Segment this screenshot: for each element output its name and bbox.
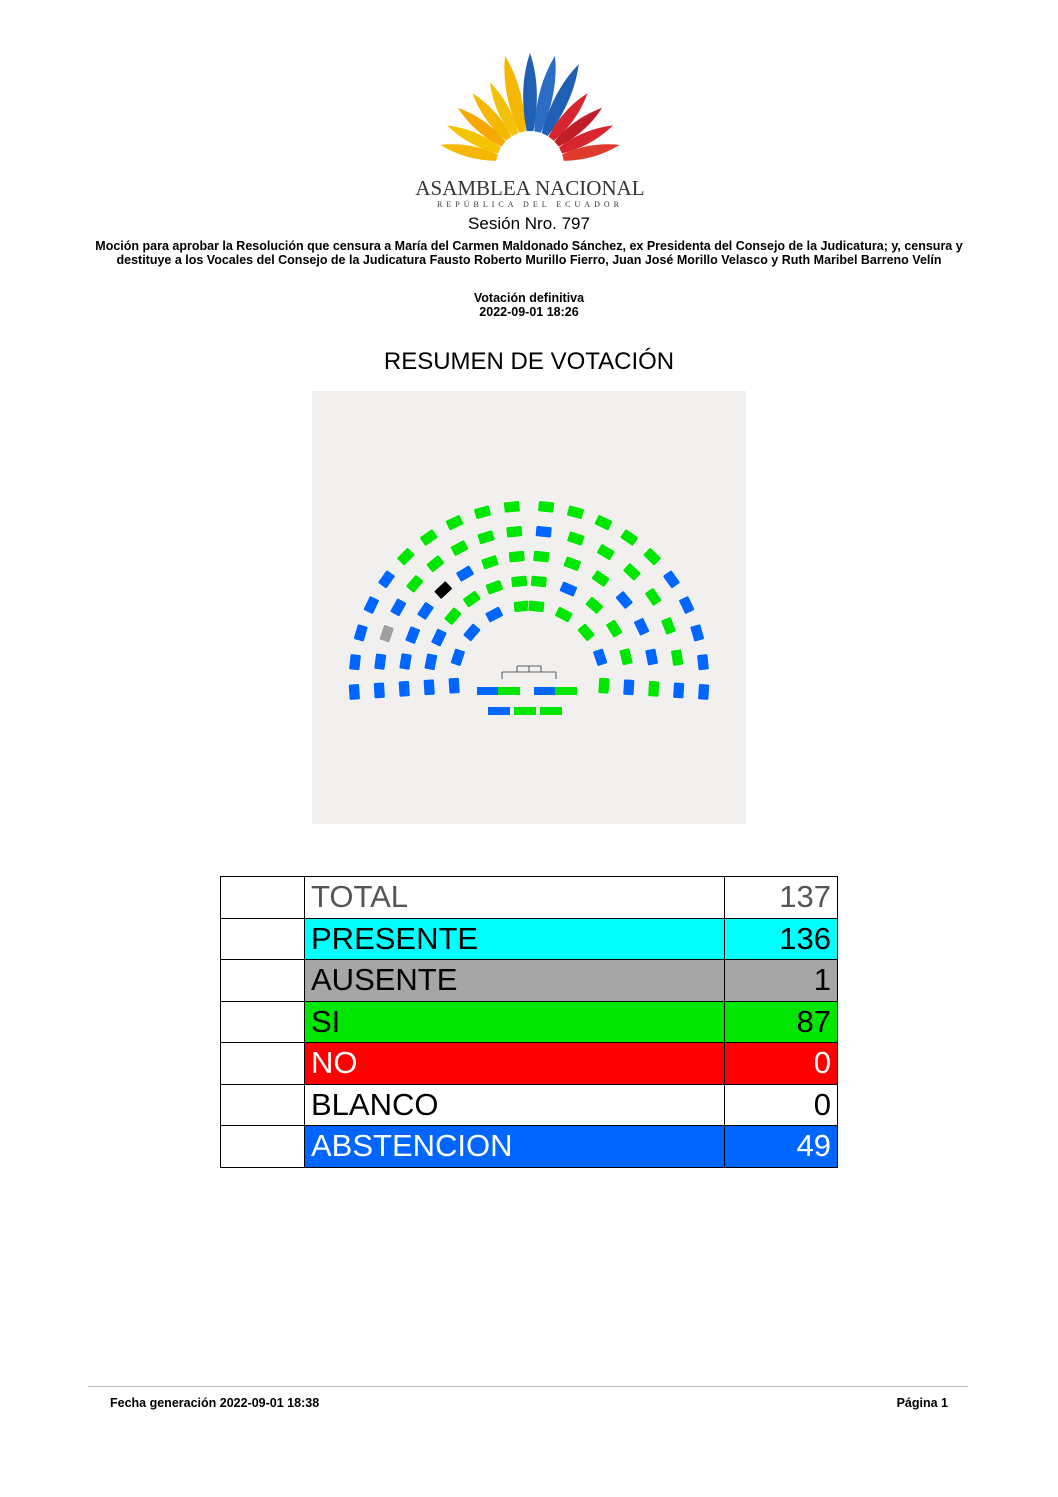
seat bbox=[670, 649, 683, 667]
seat bbox=[377, 570, 395, 589]
seat bbox=[349, 654, 362, 671]
seat bbox=[390, 598, 407, 617]
result-swatch bbox=[221, 1043, 305, 1085]
logo-ray bbox=[523, 53, 537, 131]
summary-title: RESUMEN DE VOTACIÓN bbox=[383, 348, 675, 375]
seat bbox=[596, 543, 615, 561]
seat bbox=[673, 682, 685, 699]
seat bbox=[528, 600, 545, 613]
footer-divider bbox=[88, 1386, 968, 1387]
seat bbox=[535, 525, 552, 538]
seat bbox=[462, 590, 481, 608]
result-label: TOTAL bbox=[305, 877, 725, 919]
seat bbox=[473, 505, 491, 520]
seat bbox=[485, 579, 504, 595]
vote-type: Votación definitiva bbox=[473, 291, 585, 305]
logo-text: ASAMBLEA NACIONAL bbox=[415, 176, 645, 200]
seat bbox=[619, 648, 634, 666]
seat bbox=[434, 581, 453, 600]
presidium-seat bbox=[498, 687, 520, 695]
motion-text: Moción para aprobar la Resolución que censura a María del Carmen Maldonado Sánchez, ex Presidenta del Consejo de la Judicatura; y, censura y destituye a los Vocales del Consejo de la Judicatura Fausto Roberto Murillo Fierro, Juan José Morillo Velasco y Ruth Maribel Barreno Velín bbox=[95, 239, 963, 267]
seat bbox=[530, 575, 547, 588]
result-swatch bbox=[221, 877, 305, 919]
seat bbox=[424, 653, 438, 671]
seat bbox=[513, 600, 530, 613]
seat bbox=[566, 531, 585, 546]
result-row-ausente bbox=[221, 960, 838, 1002]
seat bbox=[591, 569, 610, 587]
presidium-seat bbox=[540, 707, 562, 715]
seat bbox=[379, 624, 394, 643]
seat bbox=[511, 575, 528, 588]
result-swatch bbox=[221, 1126, 305, 1168]
seat bbox=[419, 528, 438, 546]
result-swatch bbox=[221, 918, 305, 960]
seat bbox=[585, 596, 604, 615]
seat bbox=[353, 624, 368, 642]
result-row-total bbox=[221, 877, 838, 919]
seat bbox=[374, 653, 387, 670]
seat bbox=[348, 684, 360, 701]
seat bbox=[660, 616, 676, 635]
result-row-no bbox=[221, 1043, 838, 1085]
seat bbox=[405, 574, 424, 593]
seat bbox=[508, 550, 525, 563]
result-value: 49 bbox=[725, 1126, 838, 1168]
result-row-si bbox=[221, 1001, 838, 1043]
seat bbox=[645, 648, 659, 666]
seat bbox=[554, 606, 573, 623]
result-label: AUSENTE bbox=[305, 960, 725, 1002]
seat bbox=[477, 530, 495, 545]
seat bbox=[662, 570, 680, 589]
seat bbox=[430, 628, 447, 647]
seat bbox=[622, 562, 641, 581]
seat bbox=[373, 682, 385, 699]
seat bbox=[448, 677, 460, 694]
seat-map-diagram bbox=[312, 391, 746, 824]
result-label: BLANCO bbox=[305, 1084, 725, 1126]
seat bbox=[455, 565, 474, 583]
result-value: 137 bbox=[725, 877, 838, 919]
seat bbox=[481, 555, 500, 570]
presidium-seat bbox=[534, 687, 556, 695]
seat bbox=[463, 623, 482, 642]
seat bbox=[592, 648, 607, 667]
result-label: SI bbox=[305, 1001, 725, 1043]
seat-map bbox=[312, 391, 746, 824]
seat bbox=[485, 606, 504, 623]
asamblea-nacional-logo bbox=[395, 45, 665, 210]
result-value: 0 bbox=[725, 1043, 838, 1085]
seat bbox=[563, 556, 582, 572]
seat bbox=[426, 554, 445, 573]
presidium-seat bbox=[514, 707, 536, 715]
seat bbox=[399, 653, 412, 671]
logo-subtext: REPÚBLICA DEL ECUADOR bbox=[437, 200, 623, 209]
seat bbox=[615, 590, 634, 609]
presidium-table bbox=[502, 666, 556, 679]
seat bbox=[620, 528, 639, 546]
seat bbox=[577, 623, 596, 642]
result-swatch bbox=[221, 1084, 305, 1126]
seat bbox=[443, 607, 462, 626]
seat bbox=[633, 617, 650, 636]
seat bbox=[598, 677, 610, 694]
presidium-seat bbox=[488, 707, 510, 715]
result-row-presente bbox=[221, 918, 838, 960]
logo-sun-rays bbox=[440, 53, 620, 161]
seat bbox=[566, 505, 584, 520]
result-row-blanco bbox=[221, 1084, 838, 1126]
footer-generated-date: Fecha generación 2022-09-01 18:38 bbox=[110, 1396, 320, 1410]
result-value: 136 bbox=[725, 918, 838, 960]
seat bbox=[594, 514, 613, 531]
seat bbox=[405, 626, 421, 645]
result-label: ABSTENCION bbox=[305, 1126, 725, 1168]
result-value: 1 bbox=[725, 960, 838, 1002]
seat bbox=[363, 595, 380, 614]
seat bbox=[648, 681, 660, 698]
result-label: PRESENTE bbox=[305, 918, 725, 960]
seat bbox=[643, 547, 662, 566]
seat bbox=[605, 619, 623, 638]
seat bbox=[698, 684, 710, 701]
seat bbox=[445, 514, 464, 531]
result-value: 87 bbox=[725, 1001, 838, 1043]
footer-page-number: Página 1 bbox=[896, 1396, 948, 1410]
result-row-abstencion bbox=[221, 1126, 838, 1168]
results-table bbox=[220, 876, 838, 1168]
seat bbox=[423, 679, 435, 696]
seat bbox=[450, 540, 469, 557]
seat bbox=[396, 547, 415, 566]
seat bbox=[503, 501, 520, 514]
seat bbox=[538, 501, 555, 514]
seat bbox=[690, 624, 705, 642]
result-label: NO bbox=[305, 1043, 725, 1085]
seat bbox=[697, 654, 710, 671]
vote-datetime: 2022-09-01 18:26 bbox=[479, 305, 579, 319]
seat bbox=[559, 581, 578, 597]
seat bbox=[533, 550, 550, 563]
result-value: 0 bbox=[725, 1084, 838, 1126]
seat bbox=[506, 525, 523, 538]
session-number: Sesión Nro. 797 bbox=[468, 214, 590, 233]
seat bbox=[623, 679, 635, 696]
seat bbox=[644, 587, 662, 606]
presidium-seat bbox=[477, 687, 499, 695]
seat bbox=[398, 681, 410, 698]
seat bbox=[416, 601, 434, 620]
result-swatch bbox=[221, 1001, 305, 1043]
presidium-seat bbox=[555, 687, 577, 695]
seat bbox=[678, 595, 695, 614]
result-swatch bbox=[221, 960, 305, 1002]
seat bbox=[450, 648, 465, 667]
